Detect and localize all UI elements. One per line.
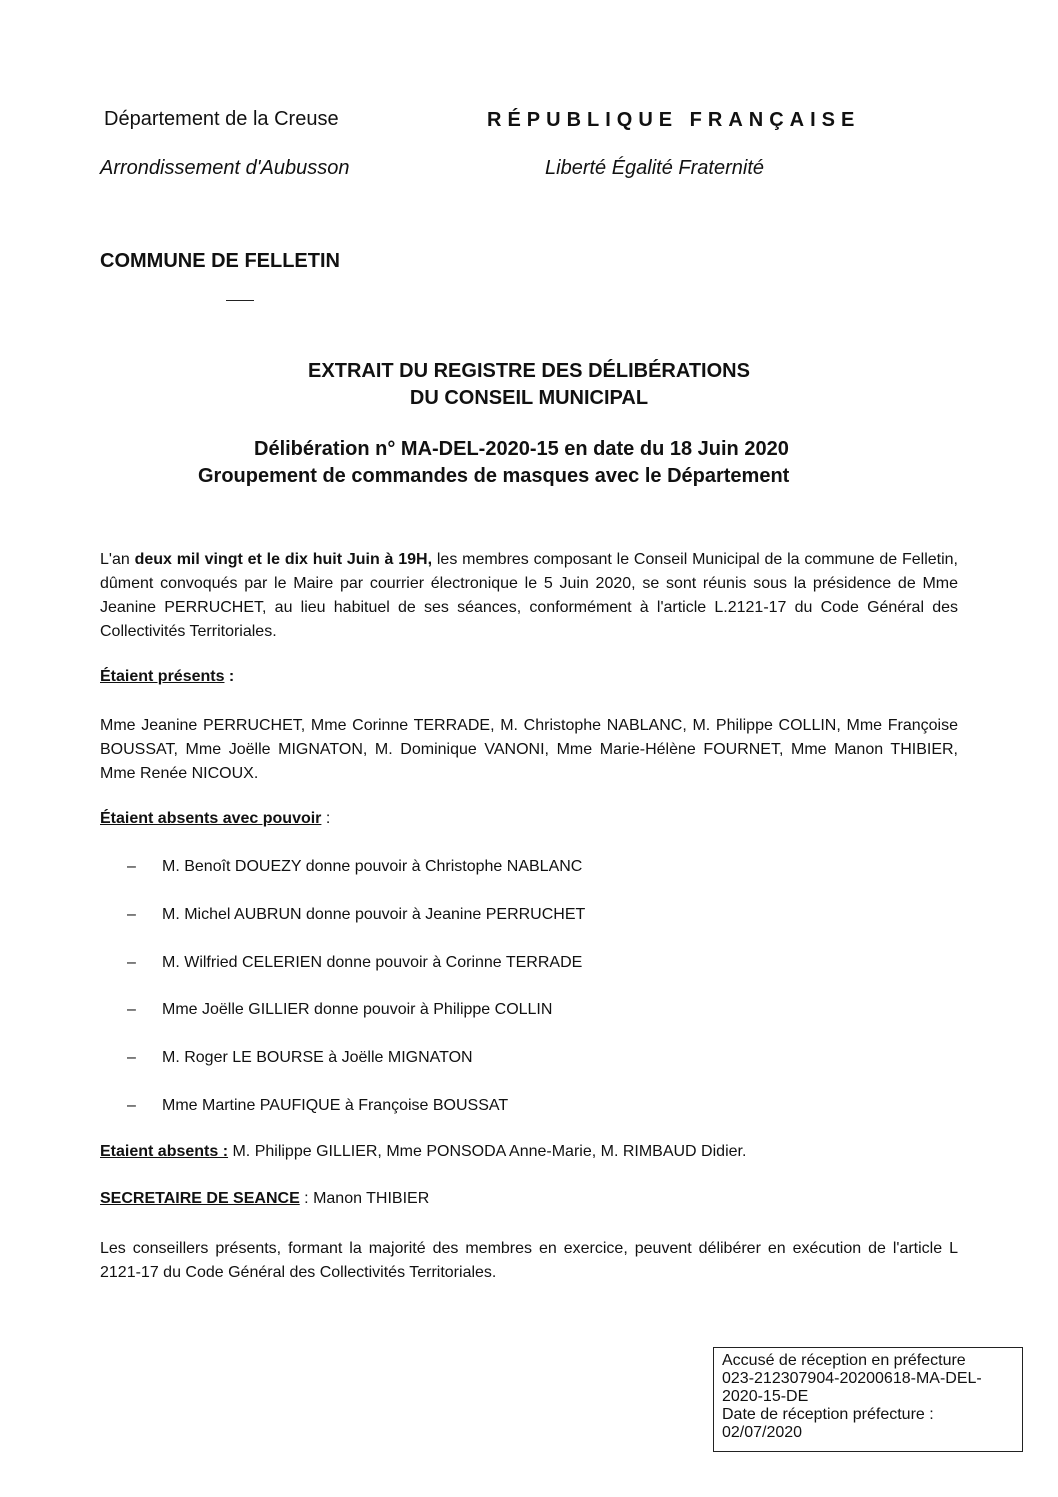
absent-heading: Etaient absents : [100, 1143, 229, 1160]
republic-label: RÉPUBLIQUE FRANÇAISE [487, 109, 861, 131]
council-title: DU CONSEIL MUNICIPAL [409, 387, 649, 409]
closing-paragraph: Les conseillers présents, formant la majorité des membres en exercice, peuvent délibérer en exécution de l'article L 2121-17 du Code Général des Collectivités Territoriales. [100, 1240, 958, 1281]
intro-paragraph: L'an deux mil vingt et le dix huit Juin à 19H, les membres composant le Conseil Municipal de la commune de Felletin, dûment convoqués par le Maire par courrier électronique le 5 Juin 2020, se sont réunis sous la présidence de Mme Jeanine PERRUCHET, au lieu habituel de ses séances, conformément à l'article L.2121-17 du Code Général des Collectivités Territoriales. [100, 551, 959, 640]
list-item: – [127, 1049, 136, 1066]
present-list: Mme Jeanine PERRUCHET, Mme Corinne TERRADE, M. Christophe NABLANC, M. Philippe COLLIN, Mme Françoise BOUSSAT, Mme Joëlle MIGNATON, M. Dominique VANONI, Mme Marie-Hélène FOURNET, Mme Manon THIBIER, Mme Renée NICOUX. [100, 717, 958, 782]
proxy-item: M. Wilfried CELERIEN donne pouvoir à Corinne TERRADE [162, 954, 583, 971]
register-title: EXTRAIT DU REGISTRE DES DÉLIBÉRATIONS [308, 360, 750, 382]
stamp-line: Accusé de réception en préfecture [722, 1352, 966, 1369]
arrondissement-label: Arrondissement d'Aubusson [100, 157, 350, 179]
list-item: – [127, 858, 136, 875]
deliberation-number: Délibération n° MA-DEL-2020-15 en date du 18 Juin 2020 [254, 438, 789, 460]
proxy-item: M. Roger LE BOURSE à Joëlle MIGNATON [162, 1049, 473, 1066]
present-heading: Étaient présents : [100, 668, 235, 685]
proxy-item: Mme Joëlle GILLIER donne pouvoir à Philippe COLLIN [162, 1001, 553, 1018]
secretary-heading: SECRETAIRE DE SEANCE [100, 1190, 300, 1207]
absent-proxy-heading: Étaient absents avec pouvoir : [100, 810, 331, 827]
list-item: – [127, 1097, 136, 1114]
stamp-line: 2020-15-DE [722, 1388, 809, 1405]
department-label: Département de la Creuse [104, 108, 339, 130]
absent-line: Etaient absents : M. Philippe GILLIER, Mme PONSODA Anne-Marie, M. RIMBAUD Didier. [100, 1143, 747, 1160]
separator-line [226, 300, 254, 301]
stamp-line: Date de réception préfecture : [722, 1406, 934, 1423]
commune-name: COMMUNE DE FELLETIN [100, 250, 340, 272]
deliberation-subject: Groupement de commandes de masques avec le Département [198, 465, 790, 487]
secretary-line: SECRETAIRE DE SEANCE : Manon THIBIER [100, 1190, 430, 1207]
stamp-line: 02/07/2020 [722, 1424, 803, 1441]
list-item: – [127, 954, 136, 971]
prefecture-receipt-stamp [713, 1347, 1023, 1452]
list-item: – [127, 906, 136, 923]
proxy-item: M. Benoît DOUEZY donne pouvoir à Christophe NABLANC [162, 858, 583, 875]
proxy-item: M. Michel AUBRUN donne pouvoir à Jeanine PERRUCHET [162, 906, 586, 923]
meeting-date: deux mil vingt et le dix huit Juin à 19H, [134, 551, 433, 568]
proxy-item: Mme Martine PAUFIQUE à Françoise BOUSSAT [162, 1097, 509, 1114]
motto-label: Liberté Égalité Fraternité [545, 157, 765, 179]
stamp-line: 023-212307904-20200618-MA-DEL- [722, 1370, 982, 1387]
list-item: – [127, 1001, 136, 1018]
